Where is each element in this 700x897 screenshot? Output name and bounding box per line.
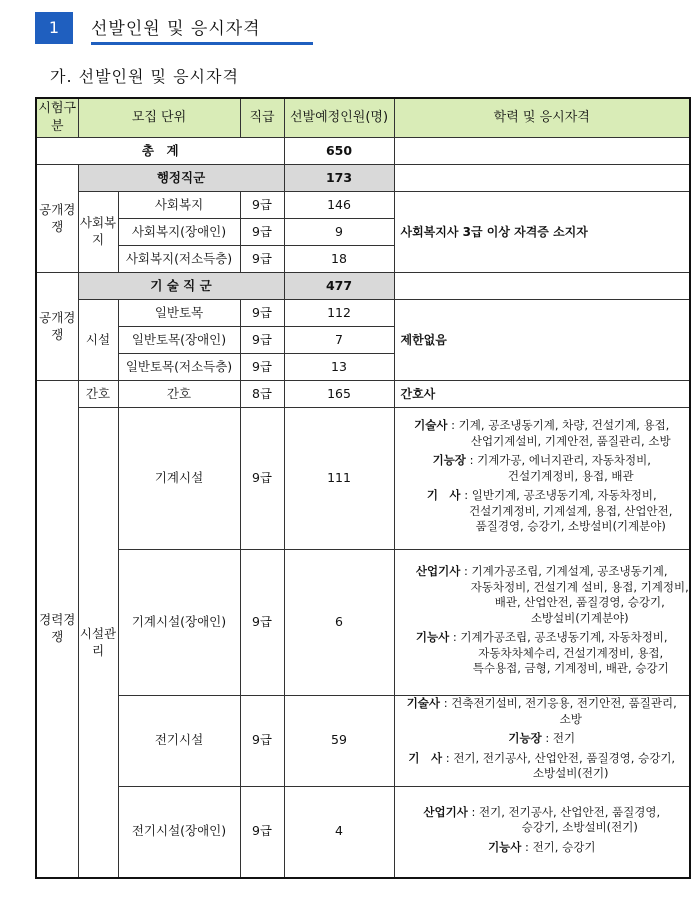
header-qualification: 학력 및 응시자격 bbox=[394, 98, 690, 138]
table-row bbox=[36, 550, 690, 696]
table-row bbox=[36, 696, 690, 787]
count-cell: 7 bbox=[284, 327, 394, 354]
grade-cell: 9급 bbox=[240, 300, 284, 327]
grade-cell: 9급 bbox=[240, 786, 284, 878]
qual-item: 기술사 : 기계, 공조냉동기계, 차량, 건설기계, 용접, 산업기계설비, 기계안전, 품질관리, 소방 bbox=[414, 418, 671, 448]
mech-qualification-bottom bbox=[394, 550, 690, 696]
total-count: 650 bbox=[284, 138, 394, 165]
qual-item: 기능장 : 기계가공, 에너지관리, 자동차정비, 건설기계정비, 용접, 배관 bbox=[432, 453, 651, 483]
qual-item: 기능사 : 기계가공조립, 공조냉동기계, 자동차정비, 자동차차체수리, 건설기계정비, 용접, 특수용접, 금형, 기계정비, 배관, 승강기 bbox=[415, 630, 669, 676]
group-facility: 시설 bbox=[78, 300, 118, 381]
grade-cell: 9급 bbox=[240, 246, 284, 273]
tech-row bbox=[36, 273, 690, 300]
count-cell: 9 bbox=[284, 219, 394, 246]
mech-qualification-top bbox=[394, 408, 690, 550]
group-facility-mgmt: 시설관리 bbox=[78, 408, 118, 879]
grade-cell: 9급 bbox=[240, 550, 284, 696]
header-grade: 직급 bbox=[240, 98, 284, 138]
count-cell: 18 bbox=[284, 246, 394, 273]
total-row bbox=[36, 138, 690, 165]
unit-cell: 일반토목(저소득층) bbox=[118, 354, 240, 381]
qual-item: 기능장 : 전기 bbox=[508, 731, 576, 746]
grade-cell: 8급 bbox=[240, 381, 284, 408]
elec-qualification-bottom bbox=[394, 786, 690, 878]
qual-item: 산업기사 : 기계가공조립, 기계설계, 공조냉동기계, 자동차정비, 건설기계 설비, 용접, 기계정비, 배관, 산업안전, 품질경영, 승강기, 소방설비(기계분야) bbox=[415, 564, 689, 625]
unit-cell: 일반토목(장애인) bbox=[118, 327, 240, 354]
section-underline bbox=[91, 42, 313, 45]
exam-type-open-1: 공개경쟁 bbox=[36, 165, 78, 273]
admin-count: 173 bbox=[284, 165, 394, 192]
civil-qualification: 제한없음 bbox=[394, 300, 690, 381]
unit-cell: 사회복지(저소득층) bbox=[118, 246, 240, 273]
header-exam-type: 시험구분 bbox=[36, 98, 78, 138]
count-cell: 111 bbox=[284, 408, 394, 550]
group-social-welfare: 사회복지 bbox=[78, 192, 118, 273]
count-cell: 146 bbox=[284, 192, 394, 219]
subsection-title: 가. 선발인원 및 응시자격 bbox=[50, 67, 239, 86]
admin-label: 행정직군 bbox=[78, 165, 284, 192]
table-row bbox=[36, 786, 690, 878]
unit-cell: 기계시설 bbox=[118, 408, 240, 550]
table-row bbox=[36, 408, 690, 550]
count-cell: 165 bbox=[284, 381, 394, 408]
unit-cell: 일반토목 bbox=[118, 300, 240, 327]
section-title: 선발인원 및 응시자격 bbox=[91, 19, 261, 39]
grade-cell: 9급 bbox=[240, 408, 284, 550]
count-cell: 112 bbox=[284, 300, 394, 327]
social-qualification: 사회복지사 3급 이상 자격증 소지자 bbox=[394, 192, 690, 273]
count-cell: 59 bbox=[284, 696, 394, 787]
qual-item: 산업기사 : 전기, 전기공사, 산업안전, 품질경영, 승강기, 소방설비(전기) bbox=[423, 804, 661, 835]
header-unit: 모집 단위 bbox=[78, 98, 240, 138]
tech-count: 477 bbox=[284, 273, 394, 300]
elec-qualification-top bbox=[394, 696, 690, 787]
grade-cell: 9급 bbox=[240, 696, 284, 787]
grade-cell: 9급 bbox=[240, 327, 284, 354]
unit-cell: 사회복지(장애인) bbox=[118, 219, 240, 246]
exam-type-career: 경력경쟁 bbox=[36, 381, 78, 879]
count-cell: 4 bbox=[284, 786, 394, 878]
exam-type-open-2: 공개경쟁 bbox=[36, 273, 78, 381]
group-nurse: 간호 bbox=[78, 381, 118, 408]
admin-row bbox=[36, 165, 690, 192]
qual-item: 기술사 : 건축전기설비, 전기응용, 전기안전, 품질관리, 소방 bbox=[406, 696, 677, 726]
table-row bbox=[36, 192, 690, 219]
unit-cell: 전기시설 bbox=[118, 696, 240, 787]
count-cell: 13 bbox=[284, 354, 394, 381]
unit-cell: 전기시설(장애인) bbox=[118, 786, 240, 878]
count-cell: 6 bbox=[284, 550, 394, 696]
section-number: 1 bbox=[35, 12, 73, 44]
recruitment-table bbox=[35, 97, 691, 879]
grade-cell: 9급 bbox=[240, 192, 284, 219]
total-label: 총 계 bbox=[36, 138, 284, 165]
tech-label: 기 술 직 군 bbox=[78, 273, 284, 300]
unit-cell: 사회복지 bbox=[118, 192, 240, 219]
qual-item: 기 사 : 전기, 전기공사, 산업안전, 품질경영, 승강기, 소방설비(전기) bbox=[408, 750, 676, 781]
unit-cell: 기계시설(장애인) bbox=[118, 550, 240, 696]
table-header-row bbox=[36, 98, 690, 138]
grade-cell: 9급 bbox=[240, 219, 284, 246]
unit-cell: 간호 bbox=[118, 381, 240, 408]
table-row bbox=[36, 381, 690, 408]
header-count: 선발예정인원(명) bbox=[284, 98, 394, 138]
table-row bbox=[36, 300, 690, 327]
nurse-qualification: 간호사 bbox=[394, 381, 690, 408]
grade-cell: 9급 bbox=[240, 354, 284, 381]
qual-item: 기능사 : 전기, 승강기 bbox=[488, 839, 596, 854]
qual-item: 기 사 : 일반기계, 공조냉동기계, 자동차정비, 건설기계정비, 기계설계, 용접, 산업안전, 품질경영, 승강기, 소방설비(기계분야) bbox=[426, 488, 673, 534]
